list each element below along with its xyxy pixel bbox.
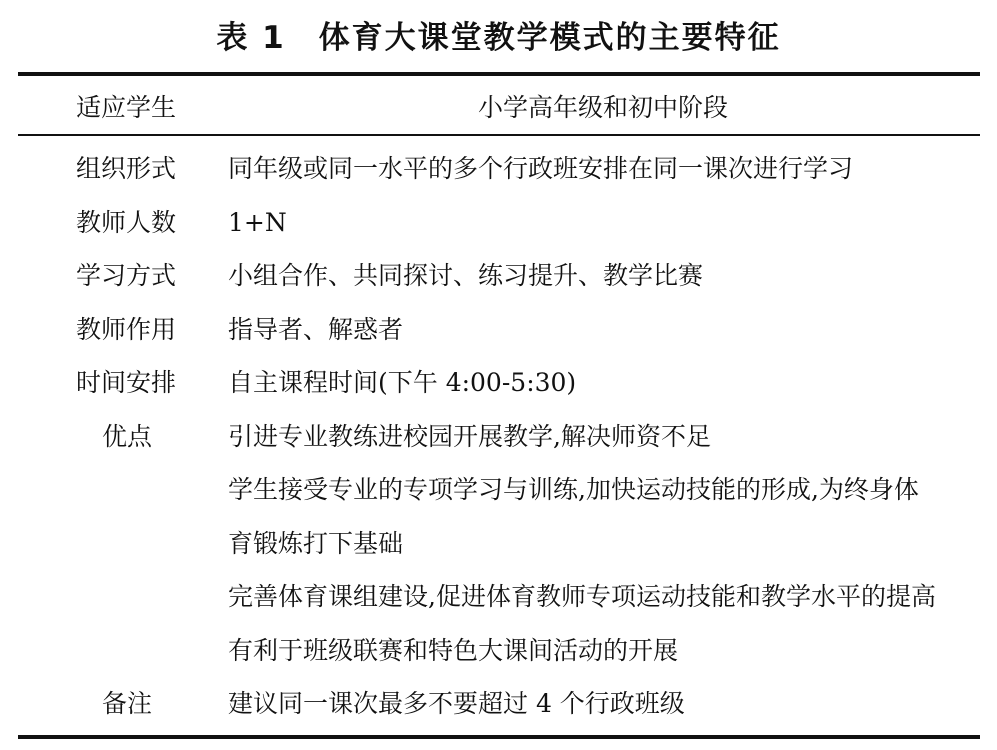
table-body	[0, 142, 997, 731]
table-row	[0, 196, 997, 250]
table-row	[0, 463, 997, 517]
row-value: 育锻炼打下基础	[228, 528, 404, 558]
row-label: 学习方式	[76, 261, 177, 290]
table-row	[0, 410, 997, 464]
table-row	[0, 624, 997, 678]
header-label: 适应学生	[76, 93, 177, 122]
table-row	[0, 570, 997, 624]
table-row	[0, 677, 997, 731]
table-row	[0, 142, 997, 196]
row-value: 完善体育课组建设,促进体育教师专项运动技能和教学水平的提高	[228, 582, 936, 611]
row-label: 教师人数	[76, 207, 177, 237]
row-label: 时间安排	[76, 368, 177, 397]
header-value: 小学高年级和初中阶段	[477, 93, 728, 122]
table-bottom-rule	[18, 735, 980, 739]
row-value: 自主课程时间(下午 4:00-5:30)	[228, 368, 577, 397]
row-value: 小组合作、共同探讨、练习提升、教学比赛	[228, 261, 704, 290]
row-value: 同年级或同一水平的多个行政班安排在同一课次进行学习	[228, 154, 854, 183]
row-label: 组织形式	[76, 154, 177, 183]
table-header-rule	[18, 134, 980, 136]
row-value: 指导者、解惑者	[228, 314, 404, 344]
table-row	[0, 517, 997, 571]
row-value: 1+N	[228, 207, 287, 237]
row-label: 备注	[102, 689, 153, 718]
table-title: 表 1 体育大课堂教学模式的主要特征	[216, 20, 781, 56]
table-row	[0, 249, 997, 303]
row-value: 引进专业教练进校园开展教学,解决师资不足	[228, 421, 711, 451]
table-top-rule	[18, 72, 980, 76]
row-value: 有利于班级联赛和特色大课间活动的开展	[228, 635, 679, 665]
row-value: 学生接受专业的专项学习与训练,加快运动技能的形成,为终身体	[228, 475, 919, 504]
table-header-row	[0, 84, 997, 132]
table-row	[0, 303, 997, 357]
table-row	[0, 356, 997, 410]
row-value: 建议同一课次最多不要超过 4 个行政班级	[228, 689, 685, 718]
row-label: 教师作用	[76, 314, 177, 344]
row-label: 优点	[102, 421, 153, 451]
